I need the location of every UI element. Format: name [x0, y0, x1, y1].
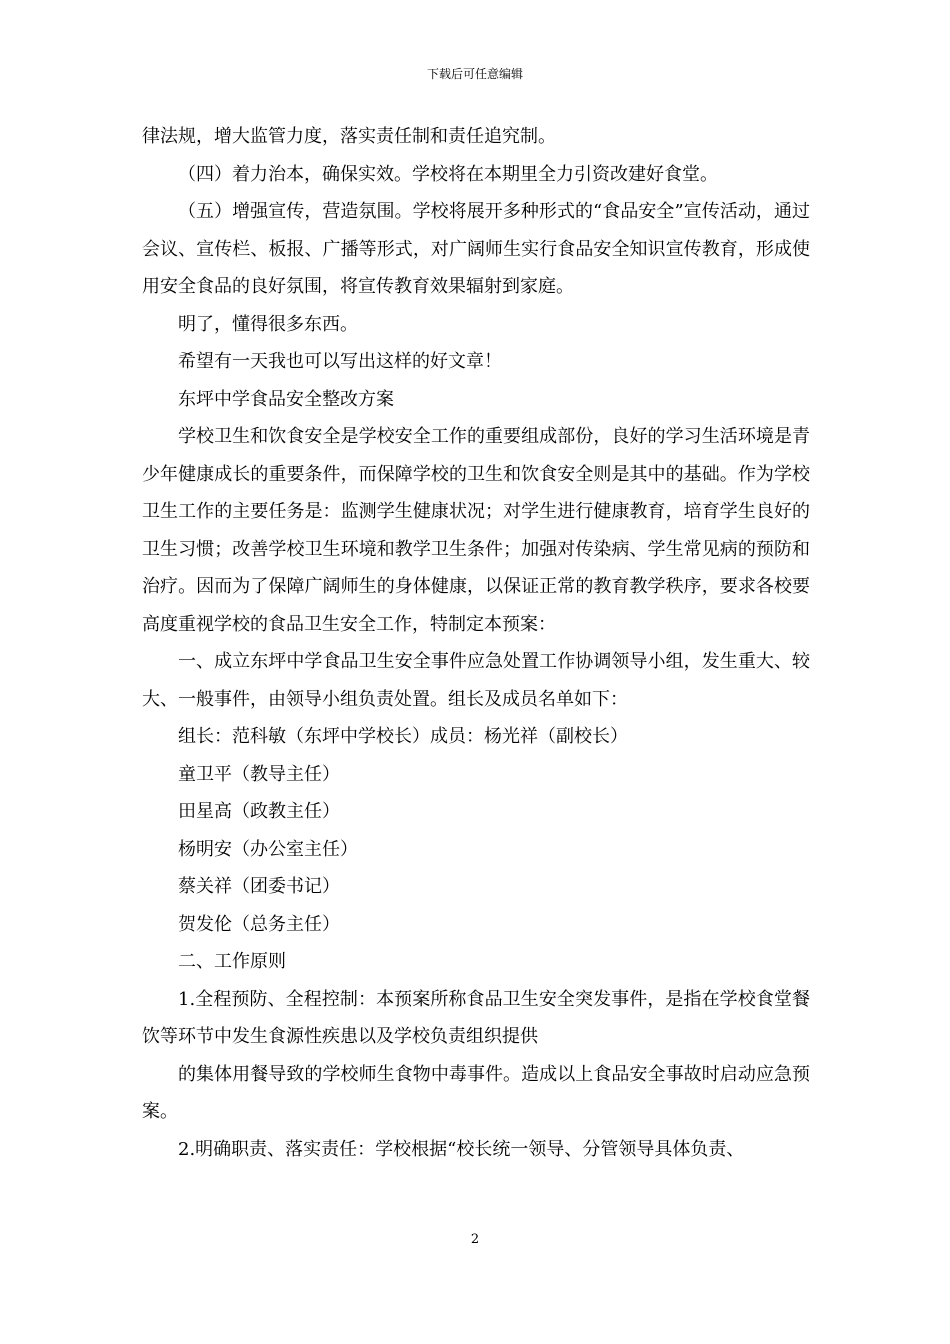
paragraph: 律法规，增大监管力度，落实责任制和责任追究制。: [142, 126, 556, 147]
member-line: 童卫平（教导主任）: [178, 763, 340, 785]
paragraph: 1.全程预防、全程控制：本预案所称食品卫生安全突发事件，是指在学校食堂餐饮等环节中发生食源性疾患以及学校负责组织提供: [142, 988, 810, 1047]
section-heading: 二、工作原则: [178, 951, 286, 972]
document-body: [142, 118, 810, 1168]
member-line: 贺发伦（总务主任）: [178, 913, 340, 935]
paragraph: 学校卫生和饮食安全是学校安全工作的重要组成部份，良好的学习生活环境是青少年健康成长的重要条件，而保障学校的卫生和饮食安全则是其中的基础。作为学校卫生工作的主要任务是：监测学生健康状况；对学生进行健康教育，培育学生良好的卫生习惯；改善学校卫生环境和教学卫生条件；加强对传染病、学生常见病的预防和治疗。因而为了保障广阔师生的身体健康，以保证正常的教育教学秩序，要求各校要高度重视学校的食品卫生安全工作，特制定本预案：: [142, 426, 810, 635]
page-number: 2: [470, 1232, 480, 1247]
member-line: 蔡关祥（团委书记）: [178, 876, 340, 897]
paragraph: 希望有一天我也可以写出这样的好文章！: [178, 351, 502, 372]
member-line: 田星高（政教主任）: [178, 801, 340, 822]
paragraph: 的集体用餐导致的学校师生食物中毒事件。造成以上食品安全事故时启动应急预案。: [142, 1063, 810, 1122]
paragraph: 一、成立东坪中学食品卫生安全事件应急处置工作协调领导小组，发生重大、较大、一般事件，由领导小组负责处置。组长及成员名单如下：: [142, 651, 810, 710]
paragraph: （五）增强宣传，营造氛围。学校将展开多种形式的“食品安全”宣传活动，通过会议、宣传栏、板报、广播等形式，对广阔师生实行食品安全知识宣传教育，形成使用安全食品的良好氛围，将宣传教育效果辐射到家庭。: [142, 201, 810, 297]
section-title: 东坪中学食品安全整改方案: [178, 388, 394, 410]
paragraph: （四）着力治本，确保实效。学校将在本期里全力引资改建好食堂。: [178, 163, 718, 185]
paragraph: 2.明确职责、落实责任：学校根据“校长统一领导、分管领导具体负责、: [178, 1138, 745, 1160]
member-line: 杨明安（办公室主任）: [178, 838, 358, 860]
member-line: 组长：范科敏（东坪中学校长）成员：杨光祥（副校长）: [178, 726, 628, 747]
paragraph: 明了，懂得很多东西。: [178, 313, 358, 335]
page-header: 下载后可任意编辑: [426, 67, 523, 81]
